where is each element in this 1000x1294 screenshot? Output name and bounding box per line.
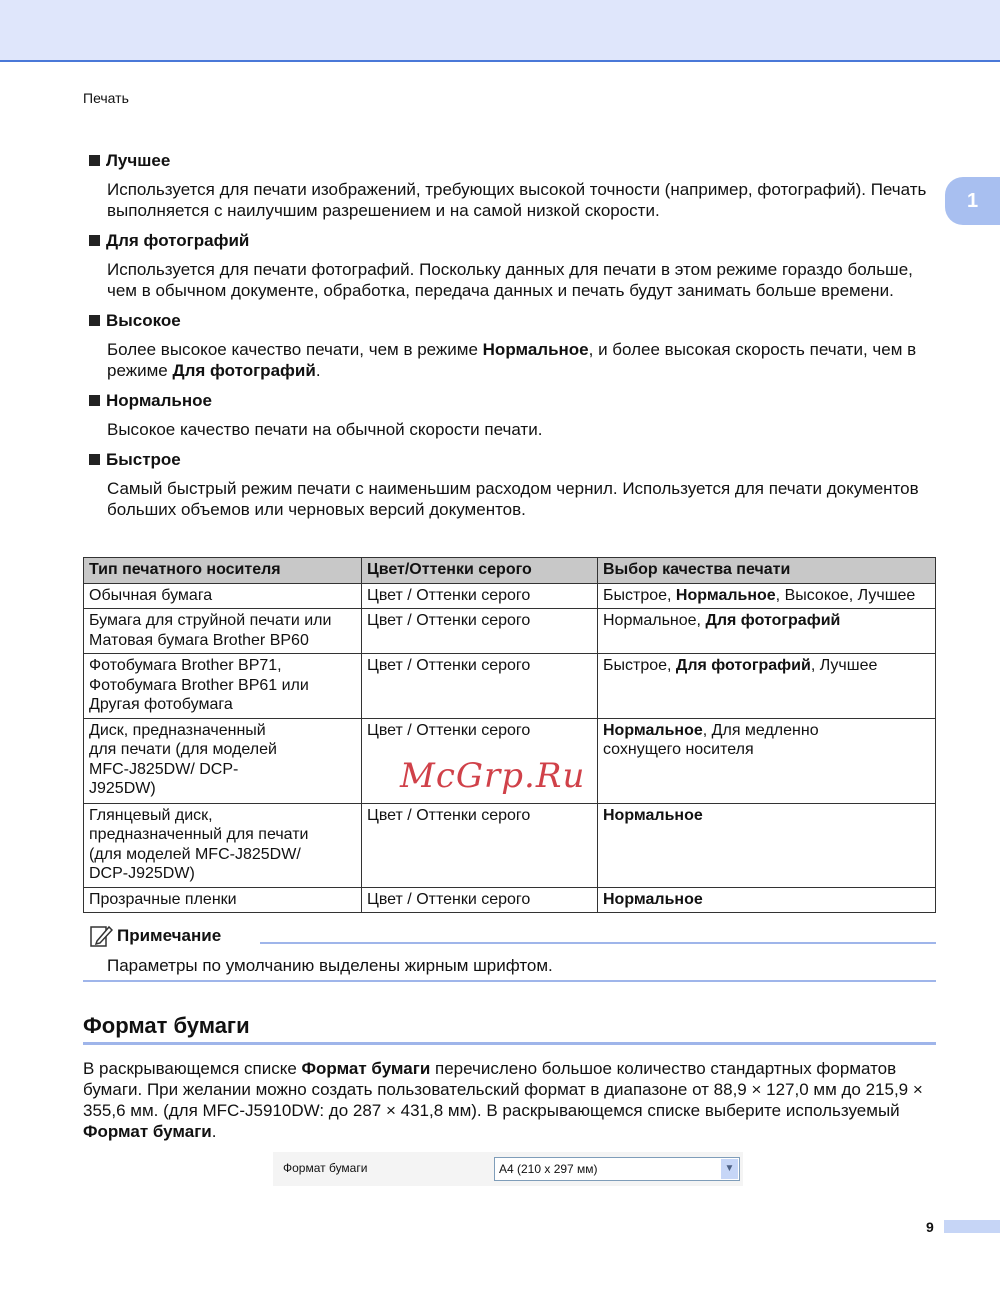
section-title: Формат бумаги bbox=[83, 1013, 250, 1038]
mode-text: Самый быстрый режим печати с наименьшим расходом чернил. Используется для печати документов больших объемов или черновых версий документов. bbox=[107, 479, 919, 519]
mode-text: Используется для печати изображений, требующих высокой точности (например, фотографий). Печать выполняется с наилучшим разрешением и на самой низкой скорости. bbox=[107, 180, 927, 220]
chapter-tab: 1 bbox=[945, 177, 1000, 225]
mode-text: Высокое качество печати на обычной скорости печати. bbox=[107, 420, 543, 439]
section-paragraph: В раскрывающемся списке Формат бумаги перечислено большое количество стандартных форматов бумаги. При желании можно создать пользовательский формат в диапазоне от 88,9 × 127,0 мм до 215,9 × 355,6 мм. (для MFC-J5910DW: до 287 × 431,8 мм). В раскрывающемся списке выберите используемый Формат бумаги. bbox=[83, 1059, 923, 1141]
table-row: Прозрачные пленки Цвет / Оттенки серого Нормальное bbox=[84, 887, 936, 913]
bullet-icon bbox=[89, 315, 100, 326]
section-divider bbox=[83, 1042, 936, 1045]
mode-fast bbox=[89, 449, 939, 520]
table-row: Глянцевый диск, предназначенный для печати (для моделей MFC-J825DW/ DCP-J925DW) Цвет / Оттенки серого Нормальное bbox=[84, 803, 936, 887]
mode-title: Нормальное bbox=[106, 391, 212, 410]
note-heading: Примечание bbox=[89, 924, 221, 948]
note-text: Параметры по умолчанию выделены жирным шрифтом. bbox=[107, 956, 553, 975]
note-divider bbox=[260, 942, 936, 944]
table-header-row: Тип печатного носителя Цвет/Оттенки серого Выбор качества печати bbox=[84, 558, 936, 584]
paper-size-label: Формат бумаги bbox=[283, 1161, 368, 1175]
bullet-icon bbox=[89, 155, 100, 166]
mode-title: Для фотографий bbox=[106, 231, 250, 250]
breadcrumb: Печать bbox=[83, 90, 129, 106]
table-row: Обычная бумага Цвет / Оттенки серого Быстрое, Нормальное, Высокое, Лучшее bbox=[84, 583, 936, 609]
mode-title: Высокое bbox=[106, 311, 181, 330]
mode-title: Лучшее bbox=[106, 151, 171, 170]
watermark: McGrp.Ru bbox=[400, 756, 586, 796]
chevron-down-icon[interactable]: ▼ bbox=[721, 1159, 738, 1179]
note-pencil-icon bbox=[89, 924, 113, 948]
paper-size-dialog bbox=[273, 1152, 743, 1186]
mode-text: Более высокое качество печати, чем в режиме Нормальное, и более высокая скорость печати, чем в режиме Для фотографий. bbox=[107, 340, 917, 380]
page-header-band bbox=[0, 0, 1000, 62]
note-bottom-divider bbox=[83, 980, 936, 982]
table-row: Фотобумага Brother BP71, Фотобумага Brother BP61 или Другая фотобумага Цвет / Оттенки серого Быстрое, Для фотографий, Лучшее bbox=[84, 654, 936, 719]
mode-photo bbox=[89, 230, 939, 301]
print-modes-list bbox=[89, 150, 939, 529]
mode-title: Быстрое bbox=[106, 450, 181, 469]
paper-size-select[interactable]: A4 (210 x 297 мм) ▼ bbox=[494, 1157, 740, 1181]
mode-text: Используется для печати фотографий. Поскольку данных для печати в этом режиме гораздо больше, чем в обычном документе, обработка, передача данных и печать будут занимать больше времени. bbox=[107, 260, 913, 300]
bullet-icon bbox=[89, 395, 100, 406]
page-number: 9 bbox=[926, 1219, 934, 1235]
table-row: Бумага для струйной печати или Матовая бумага Brother BP60 Цвет / Оттенки серого Нормальное, Для фотографий bbox=[84, 609, 936, 654]
bullet-icon bbox=[89, 235, 100, 246]
table-row: Диск, предназначенный для печати (для моделей MFC-J825DW/ DCP-J925DW) Цвет / Оттенки серого Нормальное, Для медленно сохнущего носителя bbox=[84, 718, 936, 803]
mode-normal bbox=[89, 390, 939, 440]
mode-high bbox=[89, 310, 939, 381]
page-number-bar bbox=[944, 1220, 1000, 1233]
media-quality-table bbox=[83, 557, 936, 913]
bullet-icon bbox=[89, 454, 100, 465]
mode-best bbox=[89, 150, 939, 221]
